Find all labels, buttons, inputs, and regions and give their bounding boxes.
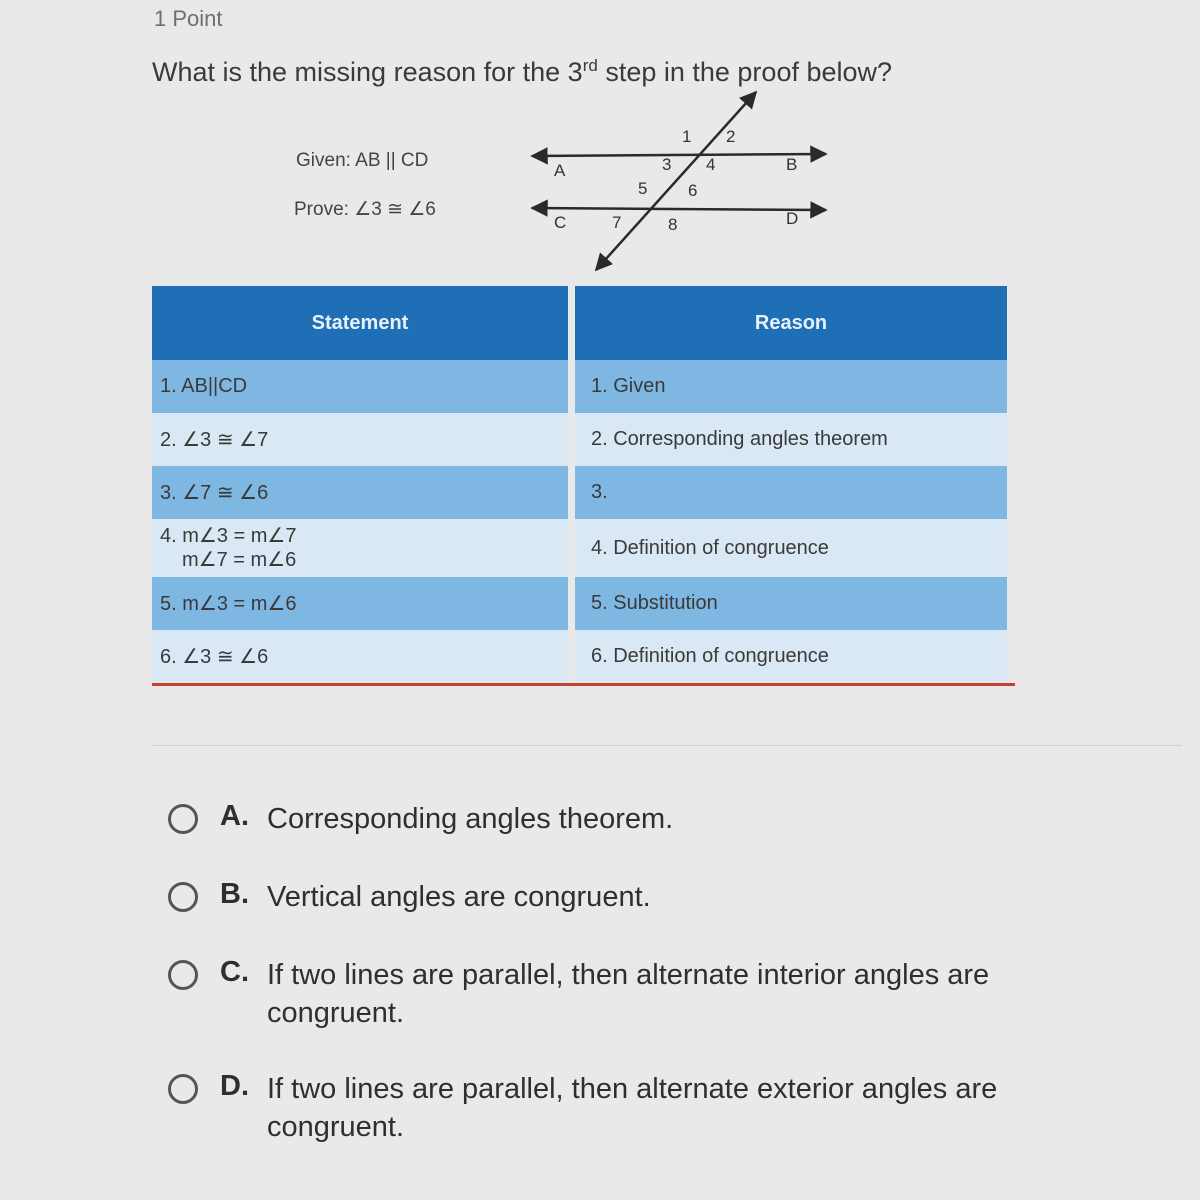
option-text: Vertical angles are congruent. (267, 881, 651, 913)
header-reason: Reason (575, 286, 1007, 360)
table-row (152, 466, 1007, 519)
angle-8: 8 (668, 215, 678, 234)
angle-7: 7 (612, 213, 622, 232)
angle-4: 4 (706, 155, 716, 174)
label-b: B (786, 155, 798, 174)
statement-cell: 5. m∠3 = m∠6 (152, 577, 568, 630)
reason-cell: 4. Definition of congruence (575, 519, 1007, 577)
option-letter: C. (220, 956, 249, 988)
given-text: Given: AB || CD (296, 150, 429, 171)
label-c: C (554, 213, 567, 232)
angle-5: 5 (638, 179, 648, 198)
radio-button-c[interactable] (168, 960, 198, 990)
reason-cell-missing: 3. (575, 466, 1007, 519)
table-header-row (152, 286, 1007, 360)
radio-button-a[interactable] (168, 804, 198, 834)
parallel-lines-diagram (520, 86, 840, 276)
statement-cell: 1. AB||CD (152, 360, 568, 413)
statement-cell: 2. ∠3 ≅ ∠7 (152, 413, 568, 466)
option-text: If two lines are parallel, then alternate interior angles are congruent. (267, 959, 990, 1029)
statement-cell (152, 519, 568, 577)
line-cd (532, 208, 826, 210)
proof-table (152, 286, 1007, 686)
section-divider (152, 745, 1182, 746)
option-b[interactable] (168, 878, 1057, 916)
statement-line-2: m∠7 = m∠6 (182, 549, 297, 571)
option-c[interactable] (168, 956, 1057, 1032)
table-row (152, 577, 1007, 630)
statement-line-1: 4. m∠3 = m∠7 (160, 525, 297, 547)
label-a: A (554, 161, 566, 180)
table-row (152, 413, 1007, 466)
option-letter: B. (220, 878, 249, 910)
table-row (152, 360, 1007, 413)
reason-cell: 2. Corresponding angles theorem (575, 413, 1007, 466)
reason-cell: 6. Definition of congruence (575, 630, 1007, 683)
table-bottom-rule (152, 683, 1015, 686)
option-d[interactable] (168, 1070, 1057, 1146)
header-statement: Statement (152, 286, 568, 360)
angle-3: 3 (662, 155, 672, 174)
option-text: Corresponding angles theorem. (267, 803, 674, 835)
question-prefix: What is the missing reason for the 3 (152, 57, 583, 87)
points-label: 1 Point (154, 6, 223, 31)
prove-text: Prove: ∠3 ≅ ∠6 (294, 199, 436, 220)
angle-2: 2 (726, 127, 736, 146)
label-d: D (786, 209, 799, 228)
statement-cell: 3. ∠7 ≅ ∠6 (152, 466, 568, 519)
line-ab (532, 154, 826, 156)
question-sup: rd (582, 56, 598, 75)
question-text (152, 56, 892, 88)
angle-6: 6 (688, 181, 698, 200)
reason-cell: 1. Given (575, 360, 1007, 413)
transversal (596, 92, 756, 270)
angle-1: 1 (682, 127, 692, 146)
option-a[interactable] (168, 800, 1057, 838)
statement-cell: 6. ∠3 ≅ ∠6 (152, 630, 568, 683)
radio-button-d[interactable] (168, 1074, 198, 1104)
table-row (152, 630, 1007, 683)
option-text: If two lines are parallel, then alternate exterior angles are congruent. (267, 1073, 998, 1143)
table-row (152, 519, 1007, 577)
option-letter: D. (220, 1070, 249, 1102)
question-suffix: step in the proof below? (597, 57, 893, 87)
radio-button-b[interactable] (168, 882, 198, 912)
reason-cell: 5. Substitution (575, 577, 1007, 630)
option-letter: A. (220, 800, 249, 832)
